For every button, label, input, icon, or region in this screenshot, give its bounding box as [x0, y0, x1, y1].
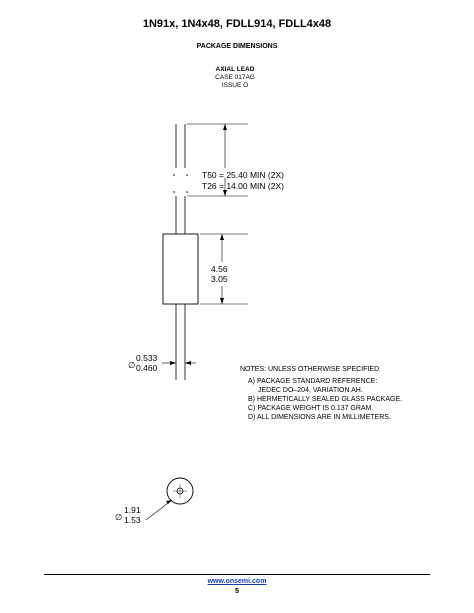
body-diameter-arrow	[166, 500, 172, 504]
notes-heading: NOTES: UNLESS OTHERWISE SPECIFIED	[240, 366, 380, 373]
diode-body	[163, 234, 198, 304]
footer-divider	[44, 574, 430, 575]
lead-length-t26-label: T26 = 14.00 MIN (2X)	[202, 181, 284, 191]
notes-list	[248, 377, 402, 422]
lead-diameter-arrows	[170, 361, 191, 365]
lead-diameter-min: 0.460	[136, 363, 158, 373]
middle-lead	[176, 196, 185, 234]
package-case: CASE 017AG	[215, 74, 255, 81]
end-view	[167, 478, 193, 504]
document-title: 1N91x, 1N4x48, FDLL914, FDLL4x48	[142, 18, 332, 30]
body-length-min: 3.05	[211, 274, 228, 284]
lead-length-t50-label: T50 = 25.40 MIN (2X)	[202, 170, 284, 180]
body-diameter-min: 1.53	[124, 515, 141, 525]
note-item: A) PACKAGE STANDARD REFERENCE:	[248, 378, 378, 385]
footer-link[interactable]: www.onsemi.com	[207, 578, 267, 585]
diameter-symbol-body: ∅	[115, 512, 123, 522]
note-item: JEDEC DO–204, VARIATION AH.	[258, 387, 363, 394]
page-number: 5	[235, 588, 239, 595]
note-item: C) PACKAGE WEIGHT IS 0.137 GRAM.	[248, 405, 374, 412]
section-title: PACKAGE DIMENSIONS	[196, 43, 278, 50]
package-name: AXIAL LEAD	[215, 66, 255, 73]
lower-lead	[176, 304, 185, 380]
upper-lead	[176, 124, 185, 168]
note-item: D) ALL DIMENSIONS ARE IN MILLIMETERS.	[248, 414, 391, 421]
lead-diameter-max: 0.533	[136, 353, 158, 363]
body-diameter-max: 1.91	[124, 505, 141, 515]
body-length-max: 4.56	[211, 264, 228, 274]
lead-break-marks	[173, 174, 188, 193]
package-issue: ISSUE O	[221, 82, 249, 89]
note-item: B) HERMETICALLY SEALED GLASS PACKAGE.	[248, 396, 403, 403]
diameter-symbol-lead: ∅	[128, 360, 136, 370]
